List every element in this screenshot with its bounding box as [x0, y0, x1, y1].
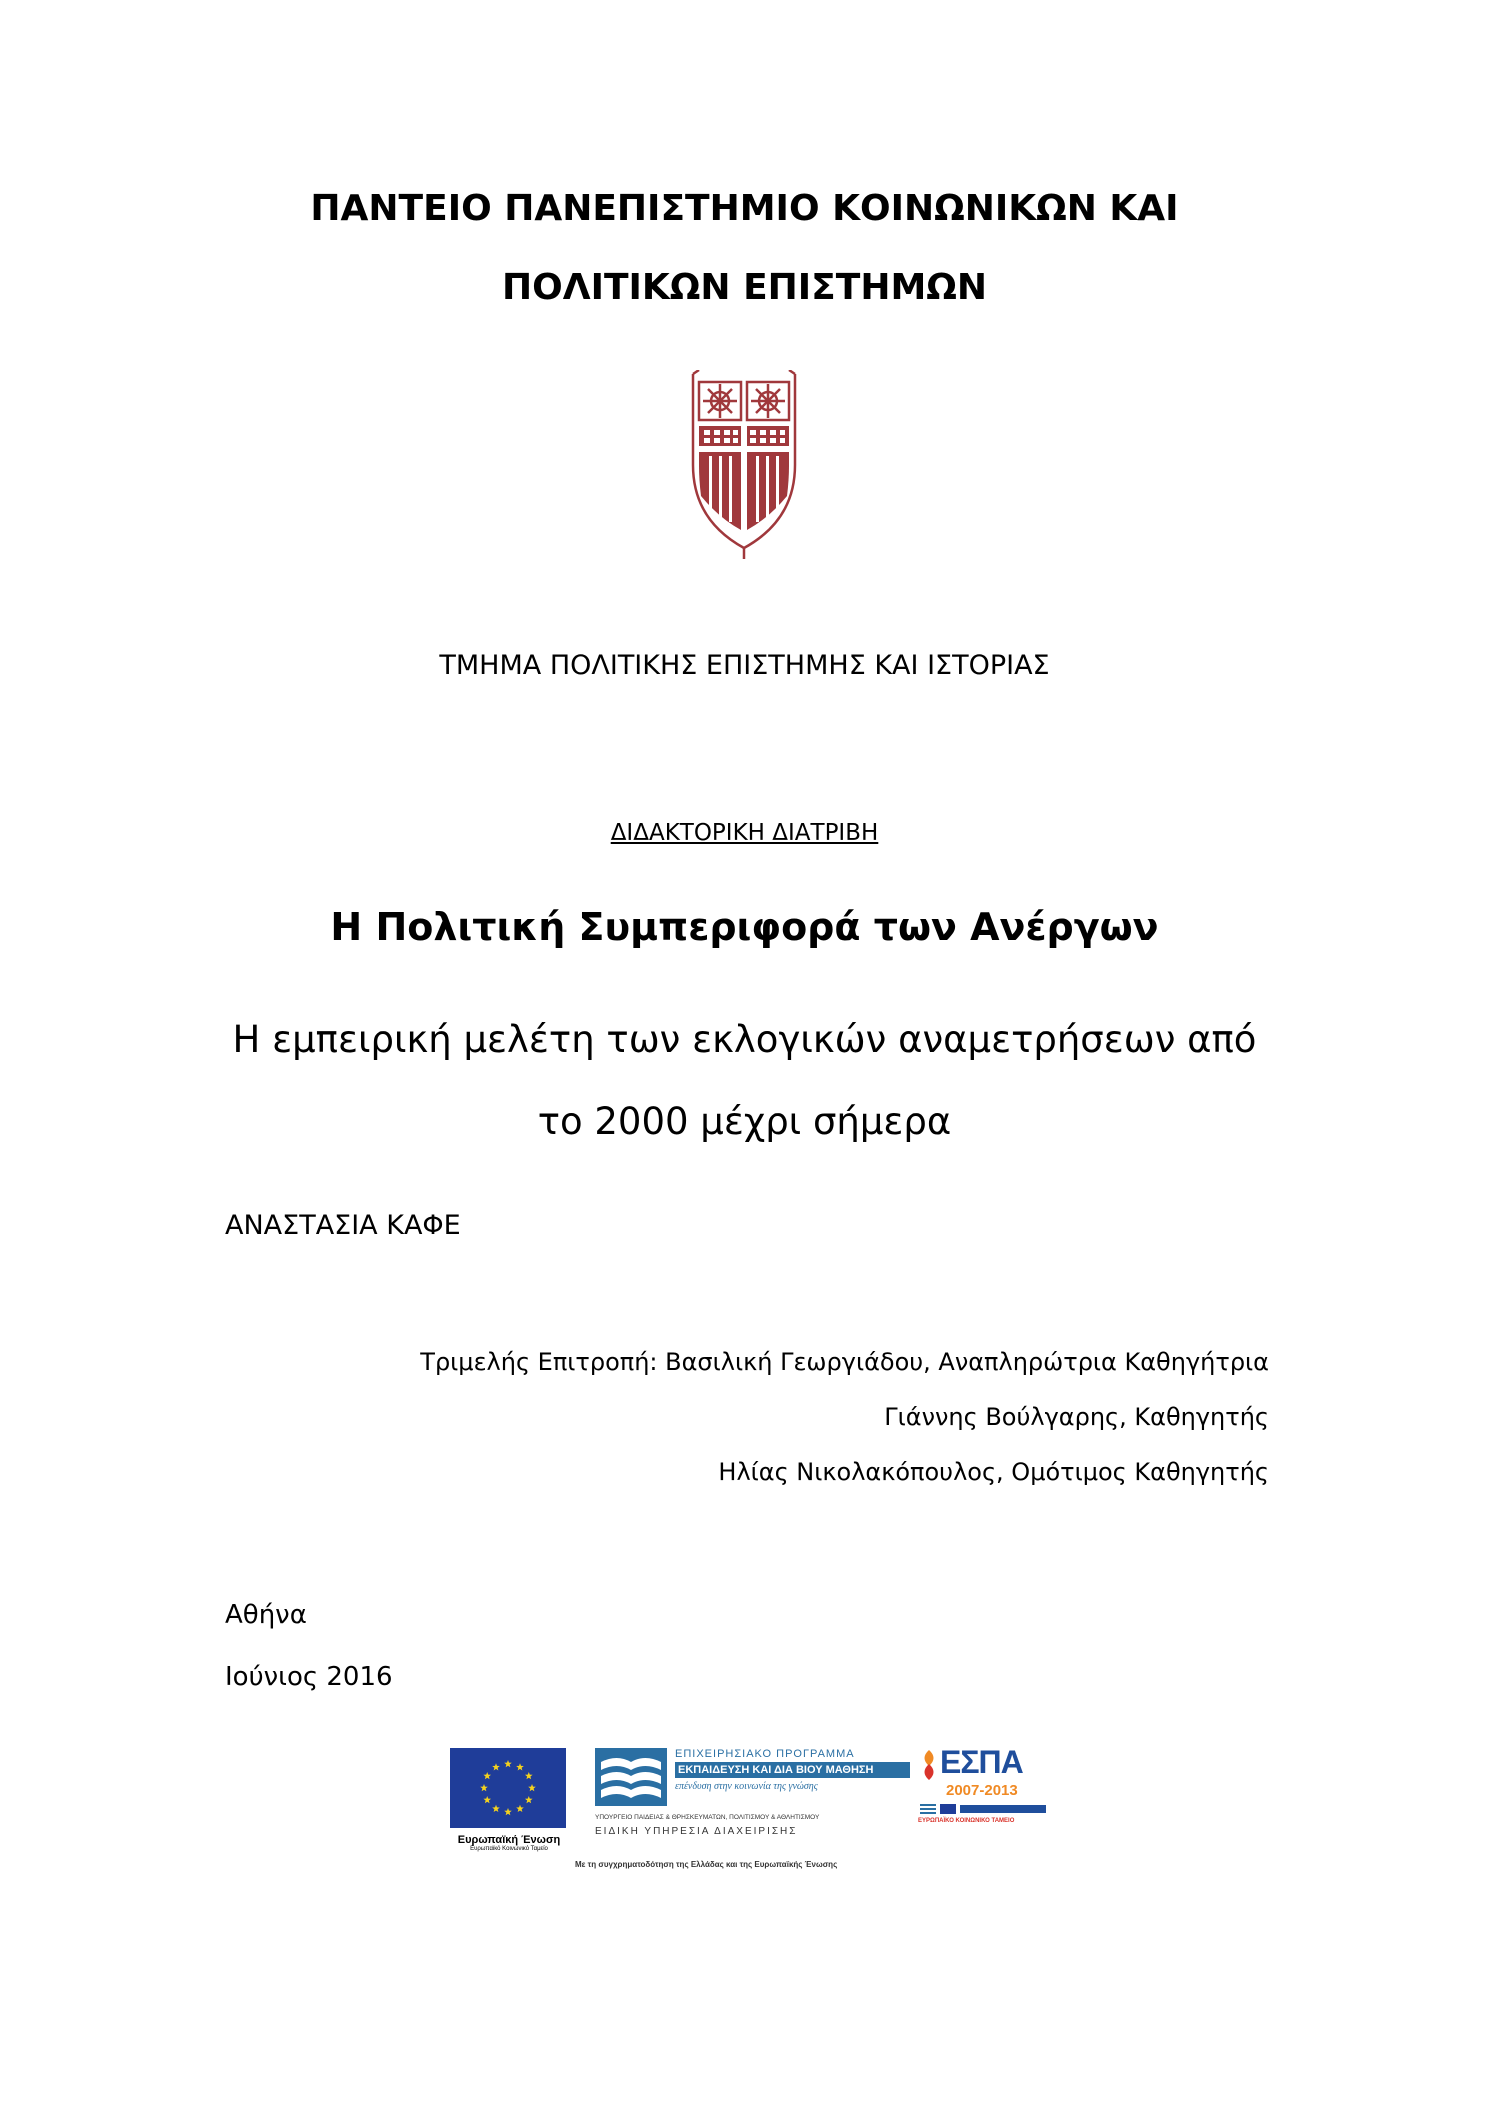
thesis-subtitle-line1: Η εμπειρική μελέτη των εκλογικών αναμετρήσεων από [232, 1018, 1257, 1061]
eu-logo [450, 1748, 568, 1868]
department-name: ΤΜΗΜΑ ΠΟΛΙΤΙΚΗΣ ΕΠΙΣΤΗΜΗΣ ΚΑΙ ΙΣΤΟΡΙΑΣ [439, 650, 1050, 681]
committee-line-1: Τριμελής Επιτροπή: Βασιλική Γεωργιάδου, Αναπληρώτρια Καθηγήτρια [420, 1348, 1269, 1376]
education-program-logo [595, 1748, 910, 1872]
eu-mini-flag-icon [940, 1804, 956, 1814]
author-name: ΑΝΑΣΤΑΣΙΑ ΚΑΦΕ [225, 1210, 461, 1241]
program-line1: ΕΠΙΧΕΙΡΗΣΙΑΚΟ ΠΡΟΓΡΑΜΜΑ [675, 1748, 855, 1760]
university-name-line2: ΠΟΛΙΤΙΚΩΝ ΕΠΙΣΤΗΜΩΝ [501, 267, 988, 308]
panteion-crest-icon [689, 370, 799, 560]
program-line4: ΥΠΟΥΡΓΕΙΟ ΠΑΙΔΕΙΑΣ & ΘΡΗΣΚΕΥΜΑΤΩΝ, ΠΟΛΙΤΙΣΜΟΥ & ΑΘΛΗΤΙΣΜΟΥ [595, 1814, 820, 1821]
espa-tagline: ΕΥΡΩΠΑΪΚΟ ΚΟΙΝΩΝΙΚΟ ΤΑΜΕΙΟ [918, 1818, 1015, 1824]
espa-logo-icon [918, 1750, 940, 1780]
espa-logo [918, 1744, 1053, 1828]
program-line5: ΕΙΔΙΚΗ ΥΠΗΡΕΣΙΑ ΔΙΑΧΕΙΡΙΣΗΣ [595, 1826, 798, 1837]
committee-line-3: Ηλίας Νικολακόπουλος, Ομότιμος Καθηγητής [718, 1458, 1269, 1486]
espa-blue-bar [960, 1805, 1046, 1813]
cofinance-note: Με τη συγχρηματοδότηση της Ελλάδας και της Ευρωπαϊκής Ένωσης [575, 1860, 838, 1869]
committee-line-2: Γιάννης Βούλγαρης, Καθηγητής [884, 1403, 1269, 1431]
place: Αθήνα [225, 1600, 307, 1630]
thesis-title: Η Πολιτική Συμπεριφορά των Ανέργων [330, 905, 1159, 949]
eu-flag-icon [450, 1748, 566, 1828]
thesis-subtitle-line2: το 2000 μέχρι σήμερα [537, 1100, 952, 1143]
program-line3: επένδυση στην κοινωνία της γνώσης [675, 1781, 818, 1792]
espa-title: ΕΣΠΑ [940, 1744, 1023, 1780]
date: Ιούνιος 2016 [225, 1662, 393, 1692]
university-name-line1: ΠΑΝΤΕΙΟ ΠΑΝΕΠΙΣΤΗΜΙΟ ΚΟΙΝΩΝΙΚΩΝ ΚΑΙ [310, 188, 1179, 229]
eu-sublabel: Ευρωπαϊκό Κοινωνικό Ταμείο [470, 1846, 548, 1852]
document-type: ΔΙΔΑΚΤΟΡΙΚΗ ΔΙΑΤΡΙΒΗ [610, 820, 879, 846]
education-program-icon [595, 1748, 667, 1806]
espa-years: 2007-2013 [946, 1782, 1018, 1799]
eu-label: Ευρωπαϊκή Ένωση [457, 1834, 561, 1846]
program-line2: ΕΚΠΑΙΔΕΥΣΗ ΚΑΙ ΔΙΑ ΒΙΟΥ ΜΑΘΗΣΗ [675, 1762, 910, 1778]
greek-flag-icon [920, 1804, 936, 1814]
